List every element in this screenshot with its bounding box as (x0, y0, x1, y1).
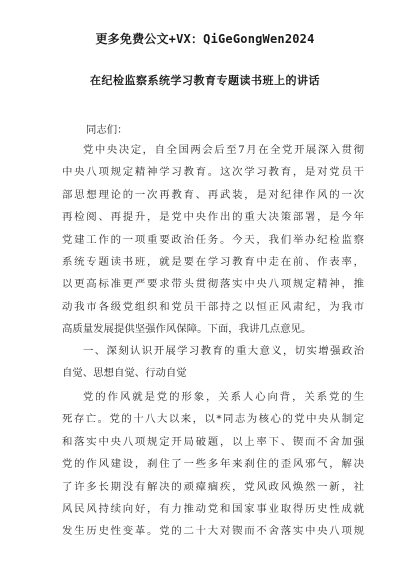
paragraph-line: 系统专题读书班，就是要在学习教育中走在前、作表率， (62, 256, 364, 269)
heading-line: 一、深刻认识开展学习教育的重大意义，切实增强政治 (83, 345, 364, 357)
document-title: 在纪检监察系统学习教育专题读书班上的讲话 (90, 74, 320, 87)
paragraph-line: 再检阅、再提升，是党中央作出的重大决策部署，是今年 (62, 211, 364, 224)
paragraph-line: 党的作风就是党的形象，关系人心向背，关系党的生 (83, 391, 364, 403)
paragraph-2 (62, 386, 364, 543)
paragraph-line: 部思想理论的一次再教育、再武装，是对纪律作风的一次 (62, 188, 364, 201)
paragraph-line: 了许多长期没有解决的顽瘴痼疾，党风政风焕然一新，社 (62, 480, 364, 493)
paragraph-line: 动我市各级党组织和党员干部持之以恒正风肃纪，为我市 (62, 300, 364, 313)
heading-line: 自觉、思想自觉、行动自觉 (62, 367, 187, 380)
paragraph-line: 和落实中央八项规定开局破题，以上率下、锲而不舍加强 (62, 435, 364, 448)
paragraph-line: 中央八项规定精神学习教育。这次学习教育，是对党员干 (62, 166, 364, 179)
paragraph-line: 党中央决定，自全国两会后至7月在全党开展深入贯彻 (83, 144, 364, 156)
paragraph-line: 党的作风建设，刹住了一些多年来刹住的歪风邪气，解决 (62, 458, 364, 471)
section-heading-1 (62, 340, 364, 385)
paragraph-line: 死存亡。党的十八大以来，以*同志为核心的党中央从制定 (62, 413, 364, 426)
paragraph-line: 发生历史性变革。党的二十大对锲而不舍落实中央八项规 (62, 525, 364, 538)
paragraph-line: 以更高标准更严要求带头贯彻落实中央八项规定精神，推 (62, 278, 364, 291)
paragraph-1 (62, 139, 364, 341)
paragraph-line: 高质量发展提供坚强作风保障。下面，我讲几点意见。 (62, 323, 312, 336)
paragraph-line: 党建工作的一项重要政治任务。今天，我们举办纪检监察 (62, 233, 364, 246)
salutation: 同志们： (86, 124, 128, 136)
promo-banner: 更多免费公文+VX：QiGeGongWen2024 (95, 32, 315, 46)
paragraph-line: 风民风持续向好，有力推动党和国家事业取得历史性成就 (62, 503, 364, 516)
